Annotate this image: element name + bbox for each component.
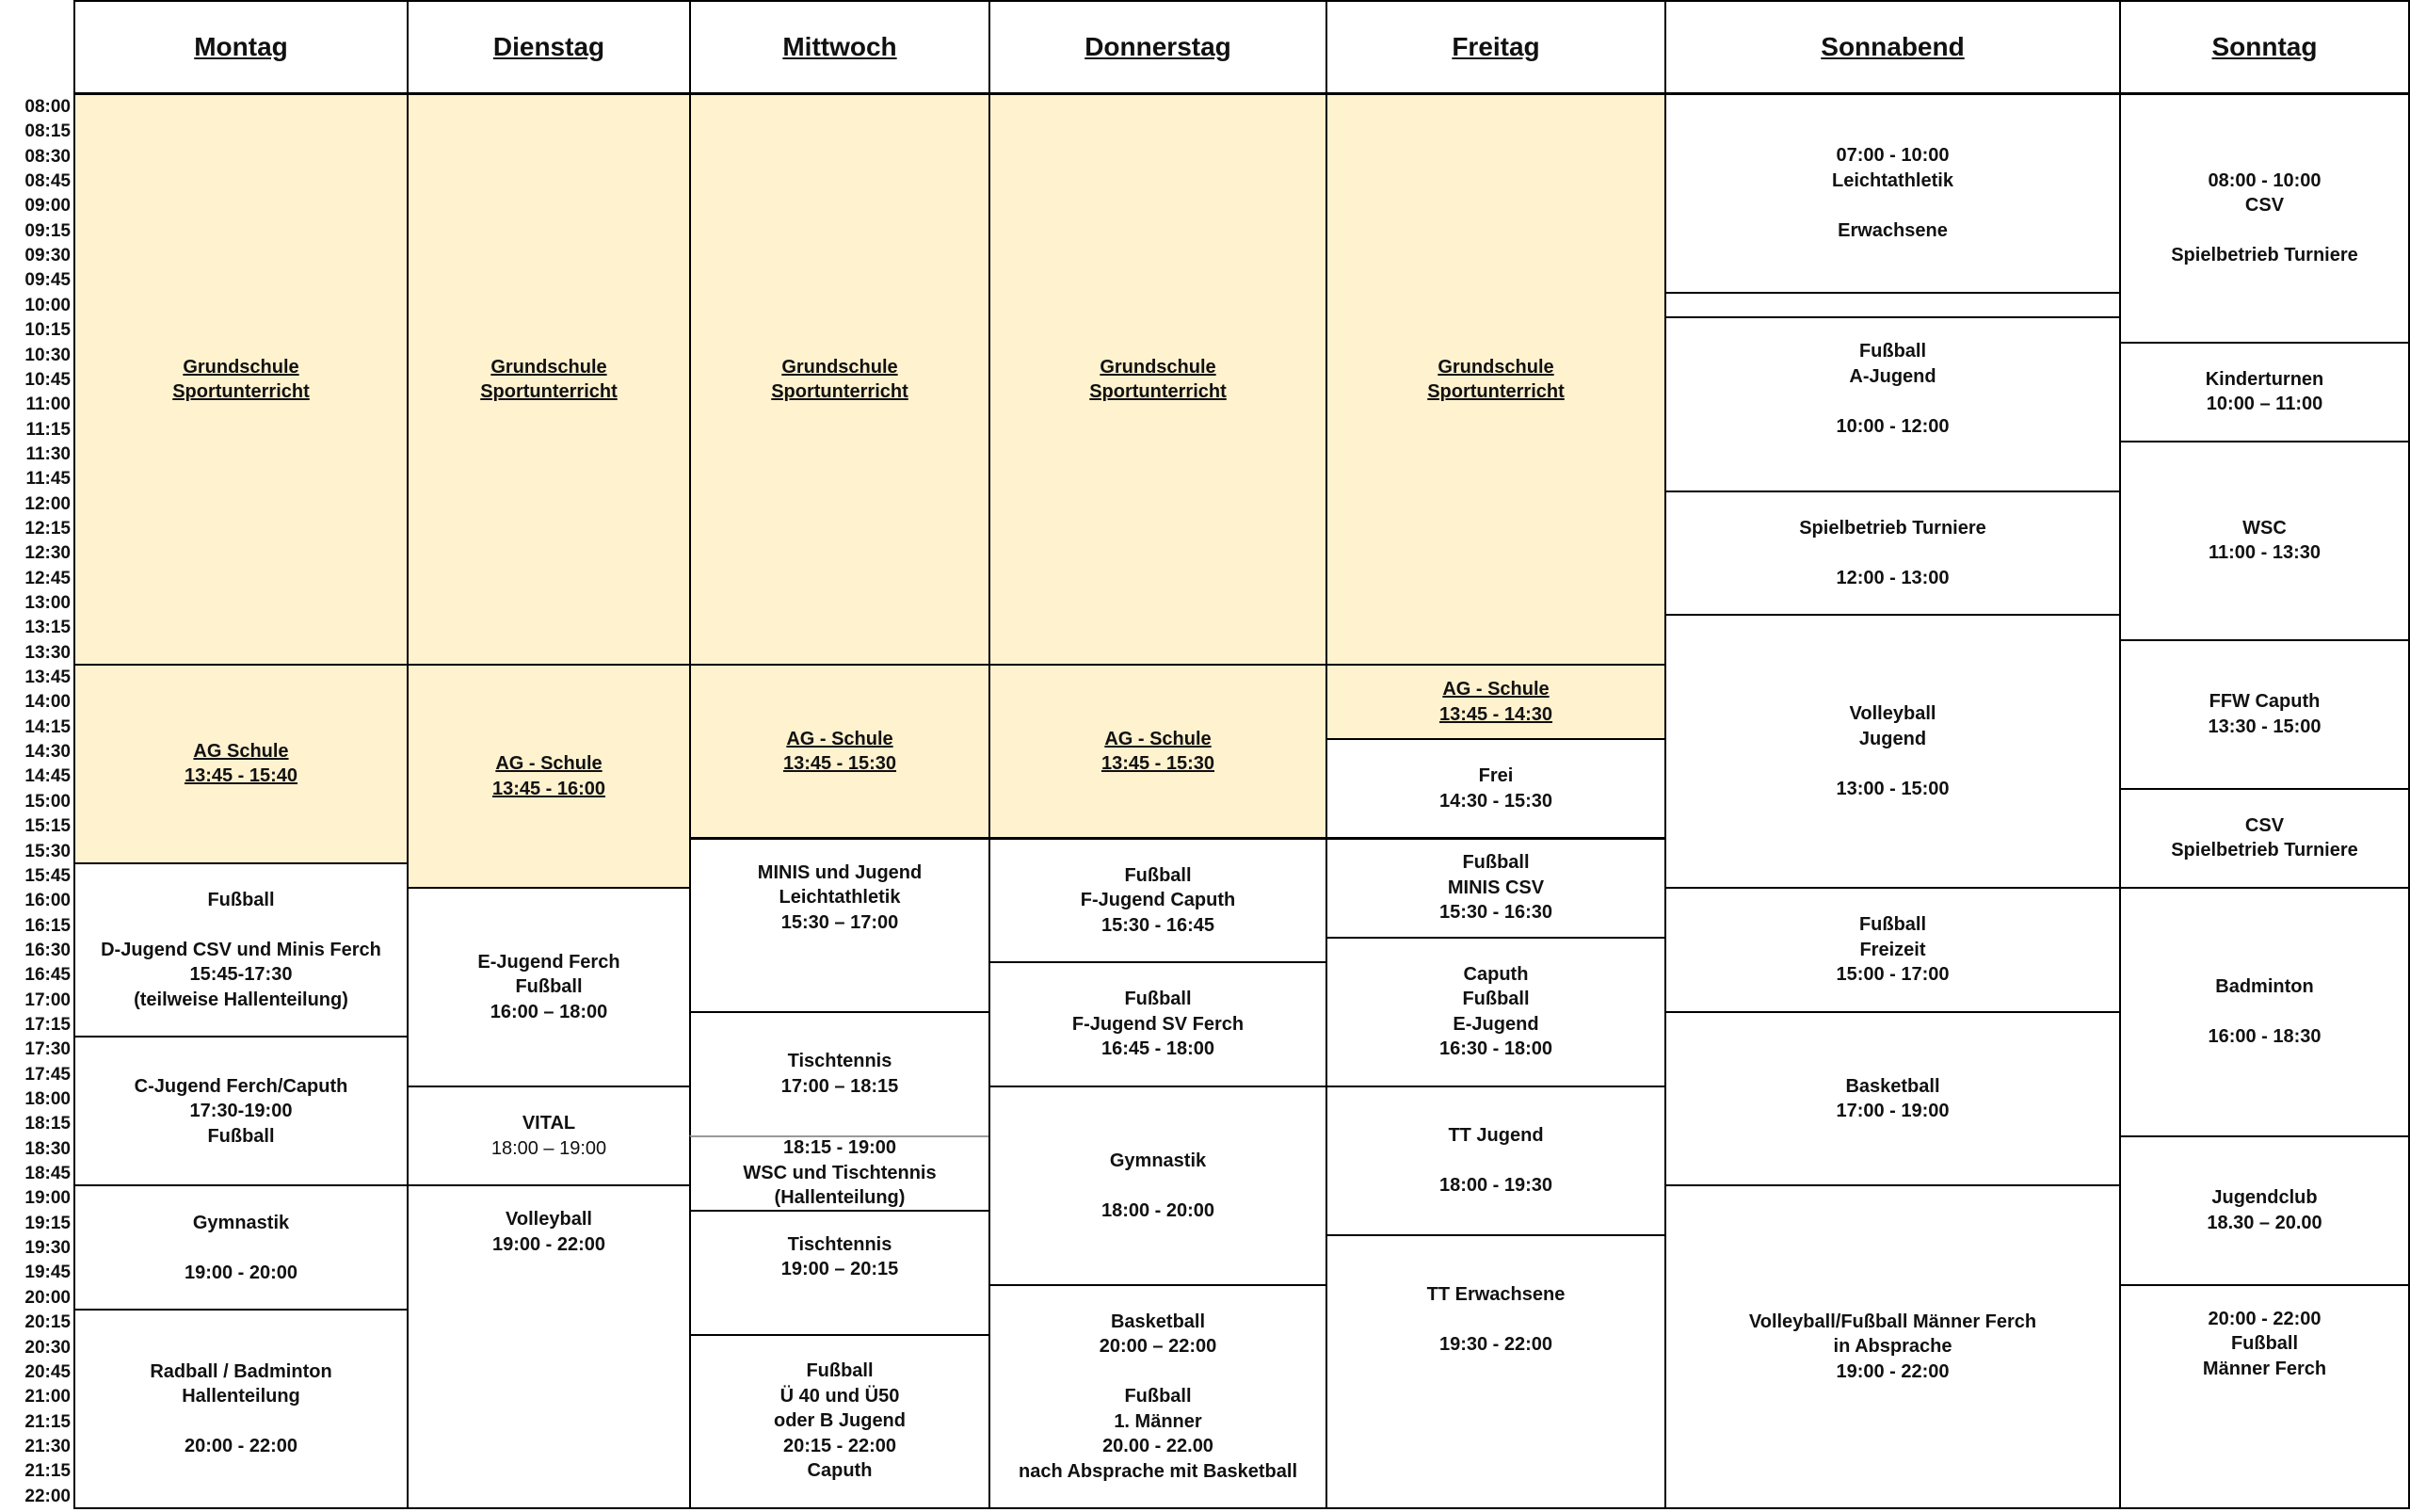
time-label: 18:45 — [24, 1164, 71, 1184]
schedule-block — [1664, 1184, 2121, 1509]
block-text: AG - Schule 13:45 - 16:00 — [491, 753, 606, 799]
schedule-block — [1326, 937, 1666, 1087]
time-label: 13:00 — [24, 593, 71, 613]
schedule-block — [1326, 93, 1666, 666]
schedule-block — [2119, 788, 2410, 889]
block-text: Badminton 16:00 - 18:30 — [2208, 976, 2322, 1048]
day-header-sonntag: Sonntag — [2119, 0, 2410, 94]
time-label: 19:45 — [24, 1263, 71, 1283]
block-text: Fußball D-Jugend CSV und Minis Ferch 15:45-17:30 (teilweise Hallenteilung) — [101, 889, 381, 1010]
time-label: 10:45 — [24, 369, 71, 390]
schedule-block — [73, 862, 409, 1037]
block-text: Grundschule Sportunterricht — [172, 356, 310, 403]
time-label: 17:45 — [24, 1064, 71, 1085]
schedule-block — [2119, 342, 2410, 442]
schedule-block — [2119, 1135, 2410, 1286]
time-label: 15:30 — [24, 841, 71, 861]
time-label: 09:15 — [24, 220, 71, 241]
schedule-block — [988, 93, 1327, 666]
time-label: 16:00 — [24, 891, 71, 911]
schedule-block — [689, 664, 990, 839]
schedule-block — [689, 1011, 990, 1137]
schedule-block — [1326, 1234, 1666, 1509]
schedule-block — [2119, 1284, 2410, 1509]
time-label: 15:15 — [24, 816, 71, 837]
block-title: VITAL — [522, 1113, 576, 1134]
schedule-block — [1664, 887, 2121, 1013]
block-text: Tischtennis 19:00 – 20:15 — [780, 1233, 899, 1280]
block-text: MINIS und Jugend Leichtathletik 15:30 – 17:00 — [757, 861, 923, 933]
time-label: 13:45 — [24, 668, 71, 688]
block-text: Fußball A-Jugend 10:00 - 12:00 — [1836, 341, 1950, 437]
schedule-block — [1326, 838, 1666, 939]
time-label: 16:45 — [24, 965, 71, 986]
schedule-block — [988, 838, 1327, 964]
schedule-block — [2119, 441, 2410, 641]
schedule-block — [2119, 887, 2410, 1137]
schedule-block — [689, 838, 990, 1013]
schedule-block — [73, 1036, 409, 1186]
time-label: 19:00 — [24, 1188, 71, 1209]
block-text: Frei 14:30 - 15:30 — [1438, 765, 1553, 812]
time-label: 10:15 — [24, 320, 71, 341]
time-label: 12:30 — [24, 543, 71, 564]
time-label: 17:30 — [24, 1039, 71, 1060]
block-text: Fußball Ü 40 und Ü50 oder B Jugend 20:15 - 22:00 Caputh — [773, 1360, 906, 1482]
time-label: 11:15 — [25, 419, 71, 440]
schedule-block — [1664, 93, 2121, 294]
time-label: 11:00 — [25, 394, 71, 415]
block-text: TT Erwachsene 19:30 - 22:00 — [1426, 1283, 1566, 1355]
schedule-block — [73, 1184, 409, 1311]
time-label: 11:45 — [25, 469, 71, 490]
time-label: 17:15 — [24, 1014, 71, 1035]
day-header-freitag: Freitag — [1326, 0, 1666, 94]
time-label: 14:45 — [24, 766, 71, 787]
block-text: AG - Schule 13:45 - 15:30 — [782, 728, 897, 775]
schedule-block — [689, 93, 990, 666]
schedule-block — [73, 1309, 409, 1509]
block-text: Caputh Fußball E-Jugend 16:30 - 18:00 — [1438, 963, 1553, 1060]
time-label: 21:15 — [24, 1411, 71, 1432]
block-text: E-Jugend Ferch Fußball 16:00 – 18:00 — [477, 951, 620, 1022]
schedule-block — [1664, 614, 2121, 889]
time-label: 16:30 — [24, 940, 71, 960]
time-label: 17:00 — [24, 989, 71, 1010]
block-text: Fußball Freizeit 15:00 - 17:00 — [1836, 914, 1950, 986]
time-label: 12:00 — [24, 493, 71, 514]
time-label: 08:30 — [24, 146, 71, 167]
time-label: 13:15 — [24, 618, 71, 638]
day-header-donnerstag: Donnerstag — [988, 0, 1327, 94]
block-text: Volleyball Jugend 13:00 - 15:00 — [1836, 703, 1950, 799]
time-label: 14:30 — [24, 742, 71, 763]
time-label: 20:00 — [24, 1287, 71, 1308]
block-text: Tischtennis 17:00 – 18:15 — [780, 1051, 899, 1097]
schedule-block — [407, 1086, 691, 1186]
time-label: 11:30 — [25, 443, 71, 464]
schedule-block — [988, 1284, 1327, 1509]
time-label: 20:30 — [24, 1337, 71, 1358]
block-text: AG Schule 13:45 - 15:40 — [184, 740, 298, 787]
time-label: 21:15 — [24, 1461, 71, 1482]
time-label: 19:15 — [24, 1213, 71, 1233]
time-label: 08:45 — [24, 171, 71, 192]
block-text: Jugendclub 18.30 – 20.00 — [2207, 1187, 2322, 1233]
day-header-dienstag: Dienstag — [407, 0, 691, 94]
block-text: Grundschule Sportunterricht — [1427, 356, 1565, 403]
block-text: Fußball F-Jugend Caputh 15:30 - 16:45 — [1080, 864, 1236, 936]
time-label: 10:30 — [24, 345, 71, 365]
block-text: Volleyball/Fußball Männer Ferch in Absprache 19:00 - 22:00 — [1748, 1311, 2037, 1382]
block-text: Basketball 20:00 – 22:00 Fußball 1. Männer 20.00 - 22.00 nach Absprache mit Basketball — [1018, 1311, 1298, 1482]
time-label: 14:15 — [24, 716, 71, 737]
block-text: Grundschule Sportunterricht — [480, 356, 618, 403]
block-text: Gymnastik 19:00 - 20:00 — [184, 1212, 298, 1283]
block-text: AG - Schule 13:45 - 14:30 — [1438, 679, 1553, 725]
schedule-block — [73, 664, 409, 864]
block-text: WSC 11:00 - 13:30 — [2209, 517, 2321, 564]
time-label: 20:15 — [24, 1312, 71, 1333]
time-column — [0, 0, 73, 1512]
time-label: 08:15 — [24, 121, 71, 142]
day-header-sonnabend: Sonnabend — [1664, 0, 2121, 94]
time-label: 08:00 — [24, 97, 71, 117]
block-text: 07:00 - 10:00 Leichtathletik Erwachsene — [1832, 145, 1953, 241]
block-text: Grundschule Sportunterricht — [771, 356, 908, 403]
time-label: 14:00 — [24, 692, 71, 713]
time-label: 16:15 — [24, 915, 71, 936]
time-label: 18:00 — [24, 1089, 71, 1109]
block-text: Grundschule Sportunterricht — [1089, 356, 1227, 403]
time-label: 20:45 — [24, 1361, 71, 1382]
schedule-block — [689, 1334, 990, 1509]
block-text: Gymnastik 18:00 - 20:00 — [1101, 1150, 1215, 1221]
block-text: CSV Spielbetrieb Turniere — [2171, 814, 2358, 861]
schedule-block — [407, 93, 691, 666]
schedule-block — [1664, 491, 2121, 617]
block-text: Radball / Badminton Hallenteilung 20:00 - 22:00 — [150, 1360, 332, 1457]
block-text: TT Jugend 18:00 - 19:30 — [1438, 1125, 1553, 1197]
day-header-montag: Montag — [73, 0, 409, 94]
time-label: 09:30 — [24, 246, 71, 266]
block-text: C-Jugend Ferch/Caputh 17:30-19:00 Fußball — [134, 1075, 348, 1147]
time-label: 15:00 — [24, 791, 71, 812]
schedule-block — [1664, 316, 2121, 491]
schedule-block — [1326, 738, 1666, 839]
time-label: 15:45 — [24, 865, 71, 886]
block-text: Fußball MINIS CSV 15:30 - 16:30 — [1438, 852, 1553, 924]
block-text: 18:15 - 19:00 WSC und Tischtennis (Hallenteilung) — [743, 1137, 937, 1209]
time-label: 19:30 — [24, 1238, 71, 1259]
time-label: 18:15 — [24, 1114, 71, 1134]
time-label: 12:15 — [24, 518, 71, 539]
schedule-block — [1326, 1086, 1666, 1236]
block-text: 20:00 - 22:00 Fußball Männer Ferch — [2202, 1308, 2327, 1379]
time-label: 12:45 — [24, 568, 71, 588]
block-text: FFW Caputh 13:30 - 15:00 — [2208, 691, 2322, 737]
schedule-block — [1326, 664, 1666, 740]
day-header-mittwoch: Mittwoch — [689, 0, 990, 94]
schedule-block — [2119, 639, 2410, 790]
time-label: 18:30 — [24, 1138, 71, 1159]
block-text: 08:00 - 10:00 CSV Spielbetrieb Turniere — [2171, 169, 2358, 266]
schedule-block — [407, 664, 691, 889]
time-label: 10:00 — [24, 295, 71, 315]
schedule-block — [988, 961, 1327, 1087]
weekly-schedule-grid — [73, 0, 2410, 1512]
time-label: 13:30 — [24, 642, 71, 663]
time-label: 21:30 — [24, 1436, 71, 1456]
block-time: 18:00 – 19:00 — [490, 1137, 607, 1159]
schedule-block — [407, 1184, 691, 1509]
block-text: Spielbetrieb Turniere 12:00 - 13:00 — [1799, 517, 1986, 588]
time-label: 22:00 — [24, 1486, 71, 1506]
block-text: Basketball 17:00 - 19:00 — [1836, 1075, 1950, 1122]
schedule-block — [689, 1210, 990, 1336]
block-text: AG - Schule 13:45 - 15:30 — [1101, 728, 1215, 775]
time-label: 09:45 — [24, 270, 71, 291]
schedule-block — [2119, 93, 2410, 344]
time-label: 21:00 — [24, 1387, 71, 1407]
schedule-block — [988, 1086, 1327, 1286]
block-text: Volleyball 19:00 - 22:00 — [491, 1209, 606, 1255]
schedule-block — [689, 1135, 990, 1212]
schedule-block — [407, 887, 691, 1087]
block-text: Fußball F-Jugend SV Ferch 16:45 - 18:00 — [1071, 989, 1245, 1060]
schedule-block — [1664, 292, 2121, 318]
block-text: Kinderturnen 10:00 – 11:00 — [2205, 368, 2324, 415]
time-label: 09:00 — [24, 196, 71, 217]
schedule-block — [988, 664, 1327, 839]
schedule-block — [1664, 1011, 2121, 1186]
schedule-block — [73, 93, 409, 666]
